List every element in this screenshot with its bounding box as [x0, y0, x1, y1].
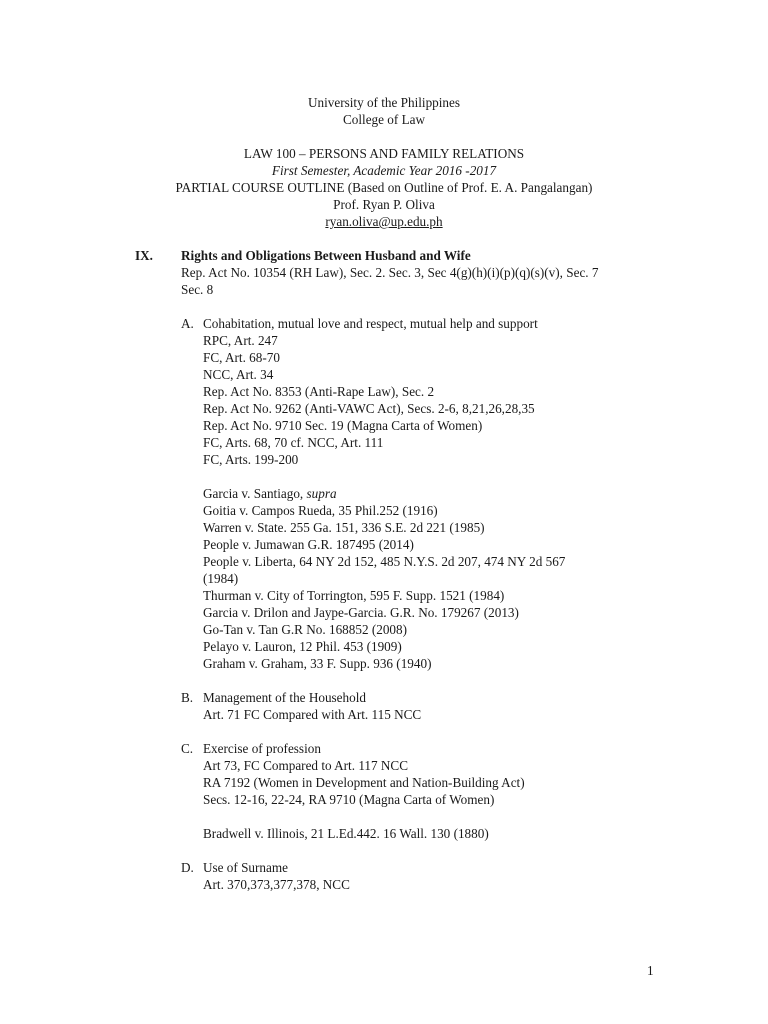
subsection-title: Management of the Household — [203, 690, 366, 705]
subsection-title: Exercise of profession — [203, 741, 321, 756]
list-item: Graham v. Graham, 33 F. Supp. 936 (1940) — [203, 656, 432, 671]
section-intro — [181, 264, 655, 893]
list-item: NCC, Art. 34 — [203, 367, 274, 382]
list-item: RPC, Art. 247 — [203, 333, 278, 348]
list-item: Secs. 12-16, 22-24, RA 9710 (Magna Carta of Women) — [203, 792, 495, 807]
supra-italic: supra — [306, 486, 337, 501]
case-name: Garcia v. Santiago, supra — [203, 486, 337, 501]
subsection-items — [203, 876, 655, 893]
college-name: College of Law — [342, 112, 426, 127]
list-item: Art. 71 FC Compared with Art. 115 NCC — [203, 707, 422, 722]
outline-title: PARTIAL COURSE OUTLINE (Based on Outline of Prof. E. A. Pangalangan) — [175, 180, 593, 195]
list-item: Art 73, FC Compared to Art. 117 NCC — [203, 758, 409, 773]
section-ix — [135, 247, 655, 893]
subsection-b — [181, 689, 655, 723]
subsection-letter: C. — [181, 741, 194, 756]
subsection-c — [181, 740, 655, 842]
list-item: Warren v. State. 255 Ga. 151, 336 S.E. 2d 221 (1985) — [203, 520, 485, 535]
intro-line: Sec. 8 — [181, 282, 214, 297]
list-item: Pelayo v. Lauron, 12 Phil. 453 (1909) — [203, 639, 402, 654]
section-title: Rights and Obligations Between Husband and Wife — [181, 248, 471, 263]
spacer — [203, 468, 655, 485]
subsection-items — [203, 332, 655, 672]
document-header — [0, 94, 768, 230]
professor-name: Prof. Ryan P. Oliva — [333, 197, 435, 212]
professor-email-link[interactable]: ryan.oliva@up.edu.ph — [325, 214, 443, 229]
page-number: 1 — [647, 963, 654, 978]
section-number: IX. — [135, 248, 153, 263]
intro-line: Rep. Act No. 10354 (RH Law), Sec. 2. Sec. 3, Sec 4(g)(h)(i)(p)(q)(s)(v), Sec. 7 — [181, 265, 599, 280]
list-item: Art. 370,373,377,378, NCC — [203, 877, 350, 892]
subsection-letter: B. — [181, 690, 194, 705]
list-item: People v. Liberta, 64 NY 2d 152, 485 N.Y.S. 2d 207, 474 NY 2d 567 — [203, 554, 566, 569]
list-item: Thurman v. City of Torrington, 595 F. Supp. 1521 (1984) — [203, 588, 505, 603]
subsection-letter: D. — [181, 860, 194, 875]
list-item: Rep. Act No. 8353 (Anti-Rape Law), Sec. 2 — [203, 384, 435, 399]
course-title: LAW 100 – PERSONS AND FAMILY RELATIONS — [243, 146, 525, 161]
list-item: Rep. Act No. 9262 (Anti-VAWC Act), Secs. 2-6, 8,21,26,28,35 — [203, 401, 535, 416]
subsection-a — [181, 315, 655, 672]
list-item: Goitia v. Campos Rueda, 35 Phil.252 (1916) — [203, 503, 438, 518]
section-heading — [135, 247, 655, 264]
university-name: University of the Philippines — [307, 95, 460, 110]
list-item: Bradwell v. Illinois, 21 L.Ed.442. 16 Wall. 130 (1880) — [203, 826, 489, 841]
list-item — [203, 485, 655, 502]
list-item: FC, Arts. 68, 70 cf. NCC, Art. 111 — [203, 435, 384, 450]
subsection-title: Cohabitation, mutual love and respect, mutual help and support — [203, 316, 538, 331]
subsection-items — [203, 706, 655, 723]
subsection-items — [203, 757, 655, 842]
list-item: (1984) — [203, 571, 239, 586]
list-item: Rep. Act No. 9710 Sec. 19 (Magna Carta of Women) — [203, 418, 483, 433]
subsection-letter: A. — [181, 316, 194, 331]
list-item: RA 7192 (Women in Development and Nation-Building Act) — [203, 775, 525, 790]
list-item: Go-Tan v. Tan G.R No. 168852 (2008) — [203, 622, 407, 637]
spacer — [203, 808, 655, 825]
list-item: People v. Jumawan G.R. 187495 (2014) — [203, 537, 414, 552]
subsection-title: Use of Surname — [203, 860, 288, 875]
list-item: FC, Art. 68-70 — [203, 350, 280, 365]
list-item: Garcia v. Drilon and Jaype-Garcia. G.R. No. 179267 (2013) — [203, 605, 519, 620]
list-item: FC, Arts. 199-200 — [203, 452, 299, 467]
semester-line: First Semester, Academic Year 2016 -2017 — [271, 163, 497, 178]
subsection-d — [181, 859, 655, 893]
